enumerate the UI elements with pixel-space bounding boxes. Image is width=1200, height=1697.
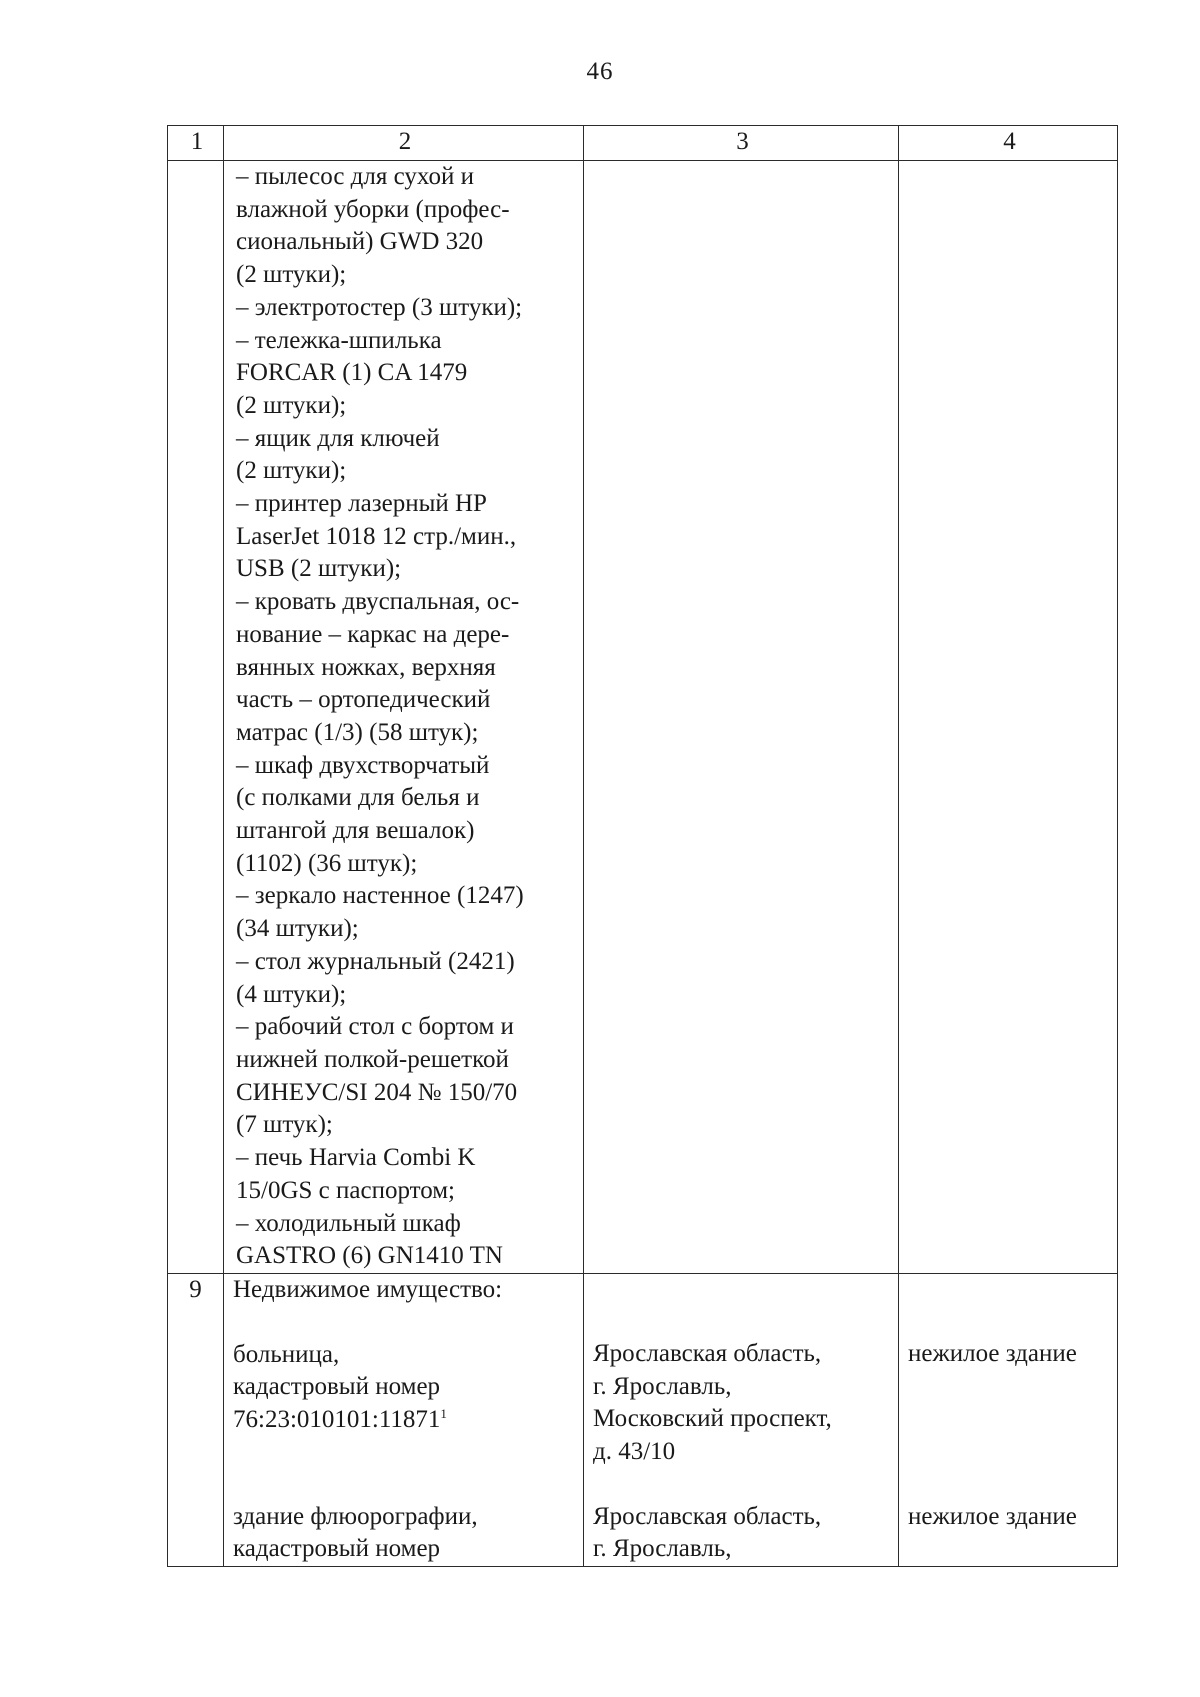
equipment-line: влажной уборки (профес-: [236, 195, 510, 223]
table-header-row: [168, 126, 1118, 161]
footnote-mark: 1: [440, 1406, 447, 1422]
row-number-cell: [168, 161, 224, 1274]
equipment-line: – ящик для ключей: [236, 424, 440, 452]
address-line: Московский проспект,: [593, 1405, 832, 1433]
equipment-line: – зеркало настенное (1247): [236, 882, 524, 910]
equipment-line: (34 штуки);: [236, 915, 359, 943]
address-fluorography: [593, 1501, 892, 1566]
equipment-line: – принтер лазерный HP: [236, 490, 487, 518]
type-hospital: нежилое здание: [908, 1339, 1077, 1367]
property-name-line: кадастровый номер: [233, 1373, 441, 1401]
cadastral-number: [233, 1404, 577, 1437]
address-line: Ярославская область,: [593, 1339, 822, 1367]
property-name-line: здание флюорографии,: [233, 1502, 478, 1530]
type-fluorography: нежилое здание: [908, 1502, 1077, 1530]
equipment-line: 15/0GS с паспортом;: [236, 1176, 456, 1204]
equipment-line: вянных ножках, верхняя: [236, 653, 496, 681]
equipment-line: часть – ортопедический: [236, 686, 491, 714]
address-hospital: [593, 1338, 892, 1469]
equipment-line: LaserJet 1018 12 стр./мин.,: [236, 522, 517, 550]
address-line: г. Ярославль,: [593, 1372, 732, 1400]
header-col-1: 1: [168, 126, 224, 161]
property-name-cell: [224, 1273, 584, 1566]
equipment-line: нование – каркас на дере-: [236, 620, 510, 648]
address-line: д. 43/10: [593, 1438, 676, 1466]
cadastral-value: 76:23:010101:11871: [233, 1406, 441, 1434]
equipment-line: – шкаф двухстворчатый: [236, 751, 490, 779]
table-row-9: [168, 1273, 1118, 1566]
equipment-line: СИНЕУС/SI 204 № 150/70: [236, 1078, 518, 1106]
equipment-line: нижней полкой-решеткой: [236, 1045, 509, 1073]
equipment-line: (2 штуки);: [236, 391, 347, 419]
equipment-line: – электротостер (3 штуки);: [236, 293, 523, 321]
header-col-2: 2: [224, 126, 584, 161]
equipment-line: FORCAR (1) CA 1479: [236, 359, 468, 387]
property-object-hospital: [233, 1339, 577, 1437]
equipment-line: – холодильный шкаф: [236, 1209, 461, 1237]
equipment-line: (2 штуки);: [236, 457, 347, 485]
equipment-line: – тележка-шпилька: [236, 326, 442, 354]
page-number: 46: [586, 58, 614, 85]
equipment-line: (с полками для белья и: [236, 784, 480, 812]
table-row-continuation: [168, 161, 1118, 1274]
type-cell-empty: [899, 161, 1118, 1274]
equipment-line: (1102) (36 штук);: [236, 849, 418, 877]
address-line: Ярославская область,: [593, 1502, 822, 1530]
property-type-cell: [899, 1273, 1118, 1566]
equipment-line: (4 штуки);: [236, 980, 347, 1008]
equipment-line: матрас (1/3) (58 штук);: [236, 718, 479, 746]
header-col-4: 4: [899, 126, 1118, 161]
equipment-line: – кровать двуспальная, ос-: [236, 588, 520, 616]
property-table: [167, 125, 1118, 1567]
address-cell-empty: [584, 161, 899, 1274]
section-heading: Недвижимое имущество:: [233, 1275, 503, 1303]
equipment-line: GASTRO (6) GN1410 TN: [236, 1242, 503, 1270]
equipment-line: USB (2 штуки);: [236, 555, 402, 583]
property-name-line: кадастровый номер: [233, 1535, 441, 1563]
equipment-line: – печь Harvia Combi K: [236, 1144, 476, 1172]
equipment-line: – рабочий стол с бортом и: [236, 1013, 514, 1041]
equipment-list-cell: [224, 161, 584, 1274]
address-line: г. Ярославль,: [593, 1535, 732, 1563]
property-name-line: больница,: [233, 1340, 340, 1368]
equipment-line: сиональный) GWD 320: [236, 228, 484, 256]
equipment-line: (7 штук);: [236, 1111, 333, 1139]
equipment-line: (2 штуки);: [236, 261, 347, 289]
header-col-3: 3: [584, 126, 899, 161]
row-number-cell: 9: [168, 1273, 224, 1566]
property-address-cell: [584, 1273, 899, 1566]
equipment-line: – стол журнальный (2421): [236, 947, 515, 975]
equipment-line: штангой для вешалок): [236, 817, 475, 845]
property-object-fluorography: [233, 1501, 577, 1566]
equipment-line: – пылесос для сухой и: [236, 163, 474, 190]
